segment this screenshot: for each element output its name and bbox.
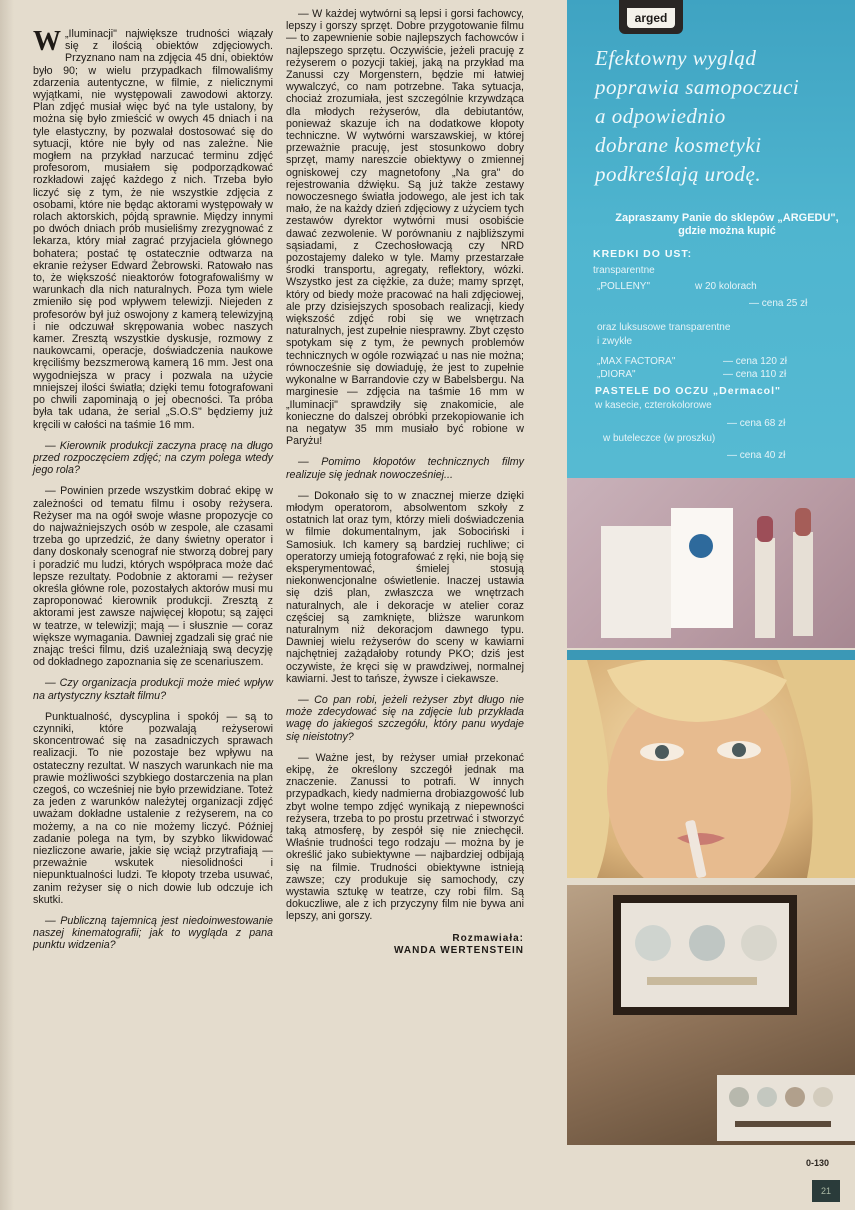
interview-question: — Czy organizacja produkcji może mieć wpływ na artystyczny kształt filmu? — [33, 677, 273, 702]
ad-text: „DIORA" — [597, 369, 636, 380]
ad-price: — cena 25 zł — [749, 298, 808, 309]
article-paragraph: Punktualność, dyscyplina i spokój — są to czynniki, które pozwalają reżyserowi skoncentrować się na zasadniczych sprawach realizacji. To nie pozostaje bez wpływu na ostateczny rezultat. W naszych warunkach nie ma prawie możliwości szybkiego dostarczenia na plan czegoś, co wcześniej nie było przewidziane. Toteż za jeden z warunków należytej organizacji zdjęć uważam dokładne ustalenie z reżyserem, na co możemy, a na co nie możemy liczyć. Później zadanie polega na tym, by szybko likwidować niezliczone awarie, jakie się wciąż przytrafiają — przeważnie wskutek niesolidności i niepunktualności ludzi. Te kłopoty trzeba usuwać, zanim reżyser się o nich dowie lub odczuje ich skutki. — [33, 710, 273, 906]
interview-question: — Publiczną tajemnicą jest niedoinwestowanie naszej kinematografii; jak to wygląda z pana punktu widzenia? — [33, 915, 273, 952]
interview-question: — Co pan robi, jeżeli reżyser zbyt długo nie może zdecydować się na zdjęcie lub przykłada wagę do jakiegoś szczegółu, który panu wydaje się nieistotny? — [286, 693, 524, 743]
ad-text: w 20 kolorach — [695, 281, 757, 292]
ad-text: i zwykłe — [597, 336, 633, 347]
article-column-2 — [286, 8, 524, 957]
eyeshadow-palette-photo — [567, 885, 855, 1145]
ad-slogan-line: podkreślają urodę. — [595, 162, 762, 186]
ad-slogan-line: Efektowny wygląd — [595, 46, 757, 70]
ad-lips-header: KREDKI DO UST: — [593, 248, 693, 260]
interview-question: — Kierownik produkcji zaczyna pracę na długo przed rozpoczęciem zdjęć; na czym polega wtedy jego rola? — [33, 439, 273, 477]
arged-advertisement — [553, 0, 855, 1210]
drop-cap: W — [33, 26, 61, 57]
ad-text: „POLLENY" — [597, 281, 651, 292]
page-number: 21 — [812, 1180, 840, 1202]
article-paragraph: — Dokonało się to w znacznej mierze dzięki młodym operatorom, absolwentom szkoły z ostatnich lat oraz tym, którzy mieli doświadczenia w filmie dokumentalnym, jak Sobociński i Samosiuk. Ich kamery są bardziej ruchliwe; ci operatorzy umieją fotografować z ręki, nie boją się eksperymentować, śmielej stosują niekonwencjonalne oświetlenie. Inaczej ustawia się dziś plan, zwłaszcza we wnętrzach naturalnych, ale i dekoracje w atelier coraz częściej są zamknięte, bliższe warunkom naturalnym niż dekoracjom dawnego typu. Dawniej wielu reżyserów do sceny w kawiarni najchętniej zażądałoby rotundy PKO; dziś jest oczywiste, że kręci się w prawdziwej, normalnej kawiarni. Jest to tańsze, żywsze i ciekawsze. — [286, 489, 524, 685]
interview-signature — [286, 933, 524, 957]
interview-question: — Pomimo kłopotów technicznych filmy realizuje się jednak nowocześniej... — [286, 456, 524, 481]
article-paragraph-text: „Iluminacji" największe trudności wiązały się z ilością obiektów zdjęciowych. Przyznano nam na zdjęcia 45 dni, obiektów było 90; w wielu przypadkach filmowaliśmy zdarzenia autentyczne, w filmie, z nielicznymi wyjątkami, nie występowali zawodowi aktorzy. Plan zdjęć musiał więc być na tyle ustalony, by można się było zmieścić w owych 45 dniach i na tyle elastyczny, by pozwalał dostosować się do sytuacji, które nie były od nas zależne. Nie mogłem na przykład narzucać terminu zdjęć profesorom, musiałem się podporządkować rozkładowi zajęć każdego z nich. Trzeba było liczyć się z tym, że nie wszystkie zdjęcia z osobami, które nie będąc aktorami występowały w rolach aktorskich, pójdą sprawnie. Między innymi po dwóch dniach prób musieliśmy zrezygnować z lekarza, który miał zagrać przyjaciela głównego bohatera; postać tę ostatecznie odtwarza na ekranie reżyser Edward Żebrowski. Ratowało nas to, że większość nieaktorów fotografowaliśmy w warunkach dla nich naturalnych. Poza tym wiele zmieniło się pod wpływem telewizji. Niejeden z profesorów był już oswojony z kamerą telewizyjną i nie odczuwał skrępowania wobec naszych kamer. Zresztą wszystkie dyskusje, rozmowy z naukowcami, operacje, doświadczenia naukowe kręciliśmy bezszmerową kamerą 16 mm. Jest ona wygodniejsza w pracy i pozwala na użycie mniejszej ilości światła; dzięki temu fotografowani po chwili zapominają o jej obecności. Ta próba była tak udana, że serial „S.O.S" będziemy już kręcili w całości na taśmie 16 mm. — [33, 28, 273, 431]
ad-divider-strip — [567, 650, 855, 660]
ad-text: transparentne — [593, 265, 655, 276]
ad-price: — cena 68 zł — [727, 418, 786, 429]
ad-price: — cena 40 zł — [727, 450, 786, 461]
ad-slogan-line: a odpowiednio — [595, 104, 726, 128]
page-binding-edge — [0, 0, 14, 1210]
model-face-photo — [567, 660, 855, 878]
ad-text: w buteleczce (w proszku) — [603, 433, 716, 444]
ad-invite: Zapraszamy Panie do sklepów „ARGEDU", gdzie można kupić — [615, 212, 839, 237]
ad-text: w kasecie, czterokolorowe — [595, 400, 712, 411]
article-paragraph: — W każdej wytwórni są lepsi i gorsi fachowcy, lepszy i gorszy sprzęt. Dobre przygotowanie filmu — to zapewnienie sobie najlepszych fachowców i najlepszego sprzętu. Oczywiście, jeżeli pracuję z reżyserem o pozycji takiej, jaką na przykład ma Zanussi czy Morgenstern, będzie mi łatwiej wywalczyć, co nam potrzebne. Taka sytuacja, chociaż zrozumiała, jest szczególnie krzywdząca dla młodych reżyserów, dla debiutantów, ponieważ skazuje ich na dodatkowe kłopoty techniczne. W wytwórni warszawskiej, w której przeważnie pracuję, jest stosunkowo dobry sprzęt, mamy nareszcie obiektywy o zmiennej ogniskowej czy magnetofony „Na gra" do rejestrowania dźwięku. Są już także zestawy nowoczesnego światła jodowego, ale jest ich tak mało, że na każdy dzień zdjęciowy z użyciem tych zestawów dyrektor wytwórni musi osobiście dawać zezwolenie. W porównaniu z najbliższymi sąsiadami, z Czechosłowacją czy NRD pozostajemy daleko w tyle. Mamy przestarzałe środki transportu, agregaty, reflektory, wózki. Wszystko jest za ciężkie, za duże; mamy sprzęt, który od biedy może pracować na hali zdjęciowej, ale przy dzisiejszych sposobach realizacji, kiedy większość zdjęć robi się we wnętrzach naturalnych, jest zupełnie niesprawny. Zbyt często spotykam się z tym, że pewnych problemów technicznych w ogóle rozwiązać u nas nie można; równocześnie się dowiaduję, że jest to zupełnie wykonalne w Barrandovie czy w Babelsbergu. Na marginesie — zdjęcia na taśmie 16 mm w „Iluminacji" sprawdziły się znakomicie, ale konieczne do dalszej obróbki przekopiowanie ich na negatyw 35 mm musiało być robione w Paryżu! — [286, 8, 524, 448]
ad-price: — cena 110 zł — [723, 369, 787, 380]
ad-slogan-line: dobrane kosmetyki — [595, 133, 762, 157]
ad-eyes-header: PASTELE DO OCZU „Dermacol" — [595, 385, 781, 397]
article-paragraph — [33, 28, 273, 431]
signature-name: WANDA WERTENSTEIN — [394, 944, 524, 956]
ad-price: — cena 120 zł — [723, 356, 787, 367]
ad-text: „MAX FACTORA" — [597, 356, 676, 367]
ad-slogan — [595, 44, 855, 189]
page-code: 0-130 — [806, 1158, 830, 1168]
ad-text: oraz luksusowe transparentne — [597, 322, 731, 333]
arged-logo — [619, 0, 683, 34]
article-paragraph: — Ważne jest, by reżyser umiał przekonać ekipę, że określony szczegół jednak ma znaczenie. Zanussi to potrafi. W innych przypadkach, kiedy nadmierna drobiazgowość lub zbyt wolne tempo zdjęć wynikają z niepewności reżysera, trzeba to po prostu przetrwać i stworzyć taką atmosferę, by zespół się nie zniechęcił. Właśnie trudności tego rodzaju — można by je określić jako subiektywne — najbardziej odbijają się na filmie. Trudności obiektywne istnieją zawsze; czy produkuje się samochody, czy wystawia sztukę w teatrze, czy robi film. Są dokuczliwe, ale z ich przyczyny film nie bywa ani lepszy, ani gorszy. — [286, 751, 524, 923]
article-paragraph: — Powinien przede wszystkim dobrać ekipę w zależności od tematu filmu i osoby reżysera. Reżyser ma na ogół swoje własne propozycje co do najważniejszych osób w zespole, ale czasami trzeba go uprzedzić, że dany świetny operator i dany doskonały scenograf nie stworzą dobrej pary i poradzić mu ludzi, których współpraca może dać lepsze rezultaty. Podobnie z aktorami — reżyser określa główne role, pozostałych aktorów musi mu zaproponować kierownik produkcji. Zresztą z aktorami jest zawsze najwięcej kłopotu; są zajęci w teatrze, w telewizji; mają — i słusznie — coraz większe wymagania. Dawniej zgadzali się grać nie znając treści filmu, dziś uzależniają swą decyzję od dokładnego zapoznania się ze scenariuszem. — [33, 485, 273, 669]
lipstick-product-photo — [567, 478, 855, 648]
article-column-1 — [33, 28, 273, 961]
arged-logo-text: arged — [627, 8, 675, 28]
signature-label: Rozmawiała: — [452, 932, 524, 944]
ad-slogan-line: poprawia samopoczuci — [595, 75, 800, 99]
